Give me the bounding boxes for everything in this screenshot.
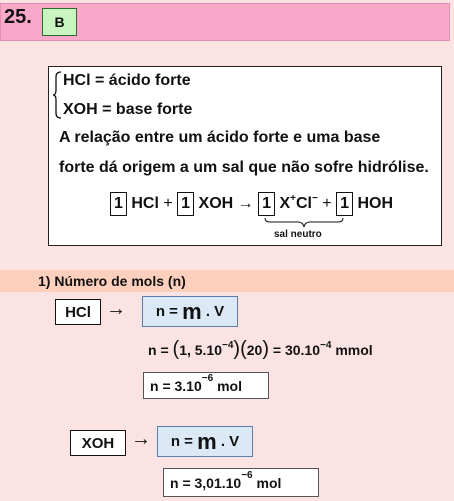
chemical-equation bbox=[110, 192, 393, 216]
calc-result-exponent: −4 bbox=[320, 340, 332, 351]
question-number: 25. bbox=[4, 6, 32, 28]
acid-description: = ácido forte bbox=[95, 72, 191, 89]
open-paren-1: ( bbox=[172, 338, 180, 360]
formula-prefix: n = bbox=[155, 303, 178, 320]
reactant-hcl: HCl bbox=[131, 195, 159, 212]
xoh-result-box bbox=[163, 468, 319, 497]
calc-unit: mmol bbox=[335, 342, 373, 358]
xoh-arrow-icon: → bbox=[131, 428, 151, 450]
plus-sign-2: + bbox=[322, 195, 332, 212]
explanation-line-2: forte dá origem a um sal que não sofre hidrólise. bbox=[59, 159, 429, 176]
base-line bbox=[63, 99, 192, 121]
anion-charge: − bbox=[311, 193, 318, 204]
calc-factor-1-exponent: −4 bbox=[222, 340, 234, 351]
hcl-arrow-icon: → bbox=[106, 298, 126, 320]
calc-factor-2: 20 bbox=[246, 342, 263, 358]
xoh-label-box: XOH bbox=[70, 430, 126, 456]
hcl-result-box bbox=[143, 372, 269, 399]
hcl-result-exponent: −6 bbox=[201, 373, 214, 384]
answer-badge: B bbox=[42, 8, 77, 36]
calc-factor-1: 1, 5.10 bbox=[179, 342, 223, 358]
xoh-formula-suffix: . V bbox=[220, 433, 240, 450]
plus-sign: + bbox=[163, 195, 173, 212]
close-paren-2: ) bbox=[262, 338, 270, 360]
xoh-result-value: n = 3,01.10 bbox=[170, 474, 242, 491]
coefficient-salt: 1 bbox=[258, 192, 275, 216]
section-title: 1) Número de mols (n) bbox=[38, 273, 186, 289]
calc-prefix: n = bbox=[148, 342, 169, 358]
hcl-calculation bbox=[148, 338, 373, 361]
salt-label: sal neutro bbox=[274, 229, 322, 240]
hcl-label-box: HCl bbox=[55, 299, 101, 325]
hcl-result-unit: mol bbox=[217, 377, 242, 394]
salt-cation: X bbox=[279, 195, 291, 212]
formula-mass-symbol: m bbox=[182, 298, 202, 324]
close-paren-1: ) bbox=[233, 338, 241, 360]
xoh-formula-mass-symbol: m bbox=[197, 428, 217, 454]
explanation-line-1: A relação entre um ácido forte e uma base bbox=[59, 129, 381, 146]
calc-result: = 30.10 bbox=[272, 342, 321, 358]
acid-line bbox=[63, 70, 191, 92]
reactant-xoh: XOH bbox=[198, 195, 234, 212]
xoh-formula-prefix: n = bbox=[170, 433, 193, 450]
base-formula: XOH bbox=[63, 101, 98, 118]
xoh-formula-box bbox=[157, 426, 253, 457]
open-paren-2: ( bbox=[240, 338, 247, 360]
formula-suffix: . V bbox=[205, 303, 225, 320]
xoh-result-unit: mol bbox=[256, 474, 282, 491]
underbrace-icon bbox=[264, 217, 344, 229]
salt-anion: Cl bbox=[295, 195, 312, 212]
coefficient-water: 1 bbox=[336, 192, 353, 216]
coefficient-xoh: 1 bbox=[177, 192, 194, 216]
left-brace-icon bbox=[52, 71, 62, 119]
hcl-formula-box bbox=[142, 296, 238, 327]
xoh-result-exponent: −6 bbox=[241, 470, 253, 481]
hcl-result-value: n = 3.10 bbox=[150, 377, 202, 394]
acid-formula: HCl bbox=[63, 72, 91, 89]
reaction-panel bbox=[48, 66, 442, 246]
cation-charge: + bbox=[290, 193, 296, 204]
reaction-arrow-icon: → bbox=[237, 195, 254, 212]
product-water: HOH bbox=[357, 195, 393, 212]
coefficient-hcl: 1 bbox=[110, 192, 127, 216]
base-description: = base forte bbox=[102, 101, 193, 118]
